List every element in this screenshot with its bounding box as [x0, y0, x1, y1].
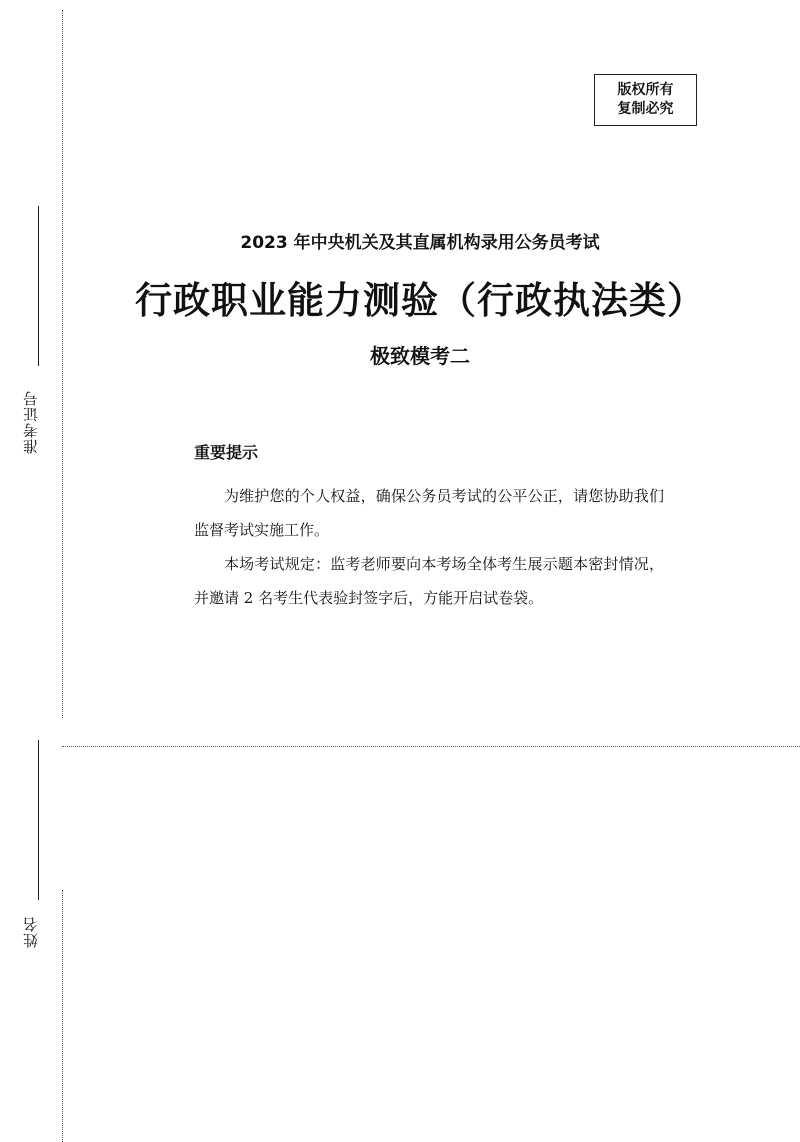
notice-heading: 重要提示: [194, 443, 259, 462]
notice-body: [194, 479, 664, 615]
notice-paragraph-1: 为维护您的个人权益，确保公务员考试的公平公正，请您协助我们监督考试实施工作。: [194, 487, 664, 539]
seal-line-horizontal: [62, 746, 800, 747]
notice-paragraph-2: 本场考试规定：监考老师要向本考场全体考生展示题本密封情况，并邀请 2 名考生代表验封签字后，方能开启试卷袋。: [194, 555, 664, 607]
admission-number-label: 准考证号: [22, 390, 40, 454]
copyright-stamp: [594, 74, 697, 126]
page-title: 行政职业能力测验（行政执法类）: [135, 278, 705, 322]
name-line: [38, 740, 39, 900]
exam-name: 2023 年中央机关及其直属机构录用公务员考试: [240, 233, 600, 253]
page-subtitle: 极致模考二: [370, 344, 470, 368]
binding-line-bottom: [62, 890, 63, 1142]
copyright-line-2: 复制必究: [617, 101, 674, 117]
name-label: 姓名: [22, 916, 40, 948]
copyright-line-1: 版权所有: [617, 82, 674, 98]
